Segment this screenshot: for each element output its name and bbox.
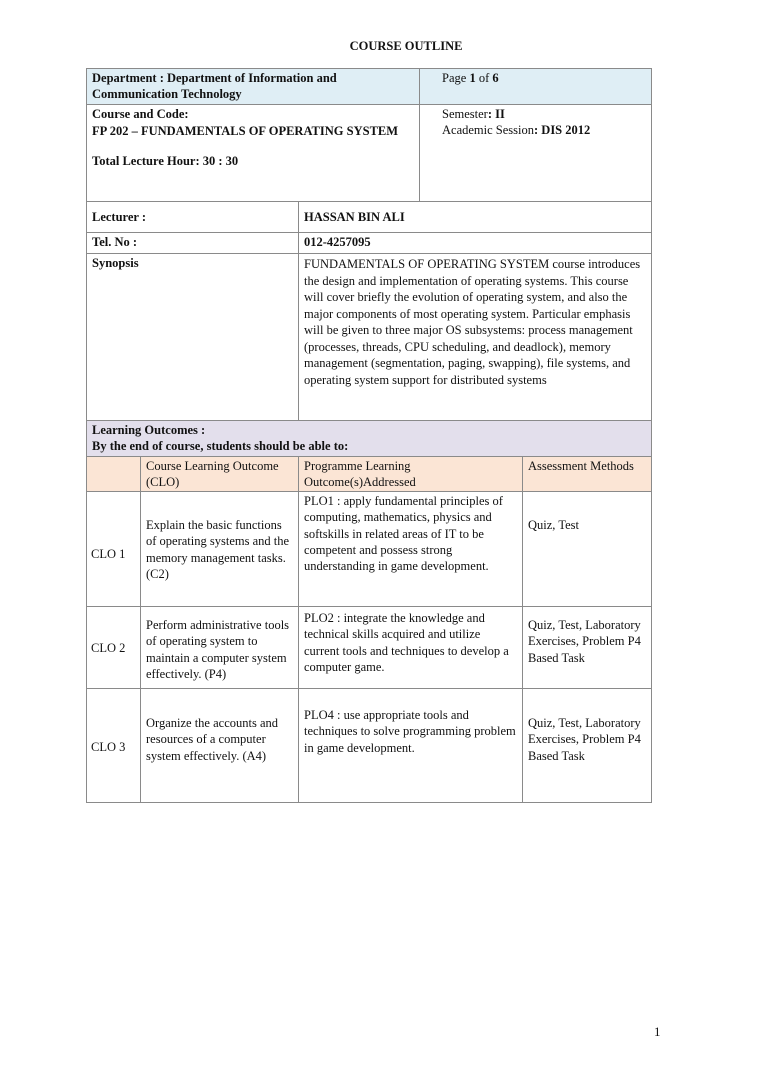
course-name: FP 202 – FUNDAMENTALS OF OPERATING SYSTEM	[92, 123, 399, 138]
clo-id: CLO 1	[87, 492, 141, 607]
synopsis-label: Synopsis	[87, 254, 299, 421]
table-row	[87, 607, 652, 689]
clo-description: Perform administrative tools of operating system to maintain a computer system effectively. (P4)	[141, 607, 299, 689]
assessment-methods: Quiz, Test, Laboratory Exercises, Problem P4 Based Task	[523, 689, 652, 803]
page-indicator: Page 1 of 6	[420, 69, 652, 105]
course-cell	[87, 104, 420, 201]
outcomes-header-row	[87, 456, 652, 492]
tel-label: Tel. No :	[87, 233, 299, 254]
clo-description: Organize the accounts and resources of a computer system effectively. (A4)	[141, 689, 299, 803]
semester: Semester: II	[442, 106, 505, 121]
plo-description: PLO4 : use appropriate tools and techniques to solve programming problem in game development.	[299, 689, 523, 803]
table-row	[87, 492, 652, 607]
academic-session: Academic Session: DIS 2012	[442, 122, 591, 137]
table-row	[87, 689, 652, 803]
page-number: 1	[654, 1024, 661, 1039]
synopsis-text: FUNDAMENTALS OF OPERATING SYSTEM course introduces the design and implementation of operating systems. This course will cover briefly the evolution of operating system, and also the major components of most operating system. Particular emphasis will be given to three major OS subsystems: process management (processes, threads, CPU scheduling, and deadlock), memory management (segmentation, paging, swapping), file systems, and operating system support for distributed systems	[299, 254, 652, 421]
total-lecture-hours: Total Lecture Hour: 30 : 30	[92, 153, 239, 168]
learning-outcomes-heading: Learning Outcomes : By the end of course, students should be able to:	[87, 421, 652, 457]
course-info-table	[86, 201, 652, 421]
department-cell: Department : Department of Information and Communication Technology	[87, 69, 420, 105]
plo-description: PLO2 : integrate the knowledge and technical skills acquired and utilize current tools and techniques to develop a computer game.	[299, 607, 523, 689]
column-header-plo: Programme Learning Outcome(s)Addressed	[299, 456, 523, 492]
lecturer-label: Lecturer :	[87, 202, 299, 233]
clo-id: CLO 3	[87, 689, 141, 803]
document-title: COURSE OUTLINE	[349, 39, 463, 53]
column-header-clo: Course Learning Outcome (CLO)	[141, 456, 299, 492]
plo-description: PLO1 : apply fundamental principles of computing, mathematics, physics and softskills in related areas of IT to be competent and possess strong understanding in game development.	[299, 492, 523, 607]
assessment-methods: Quiz, Test, Laboratory Exercises, Problem P4 Based Task	[523, 607, 652, 689]
semester-cell	[420, 104, 652, 201]
header-blank-cell	[87, 456, 141, 492]
assessment-methods: Quiz, Test	[523, 492, 652, 607]
lecturer-name: HASSAN BIN ALI	[299, 202, 652, 233]
course-header-table	[86, 68, 652, 202]
clo-id: CLO 2	[87, 607, 141, 689]
course-label: Course and Code:	[92, 106, 189, 121]
learning-outcomes-table	[86, 420, 652, 803]
clo-description: Explain the basic functions of operating systems and the memory management tasks. (C2)	[141, 492, 299, 607]
column-header-assessment: Assessment Methods	[523, 456, 652, 492]
tel-value: 012-4257095	[299, 233, 652, 254]
